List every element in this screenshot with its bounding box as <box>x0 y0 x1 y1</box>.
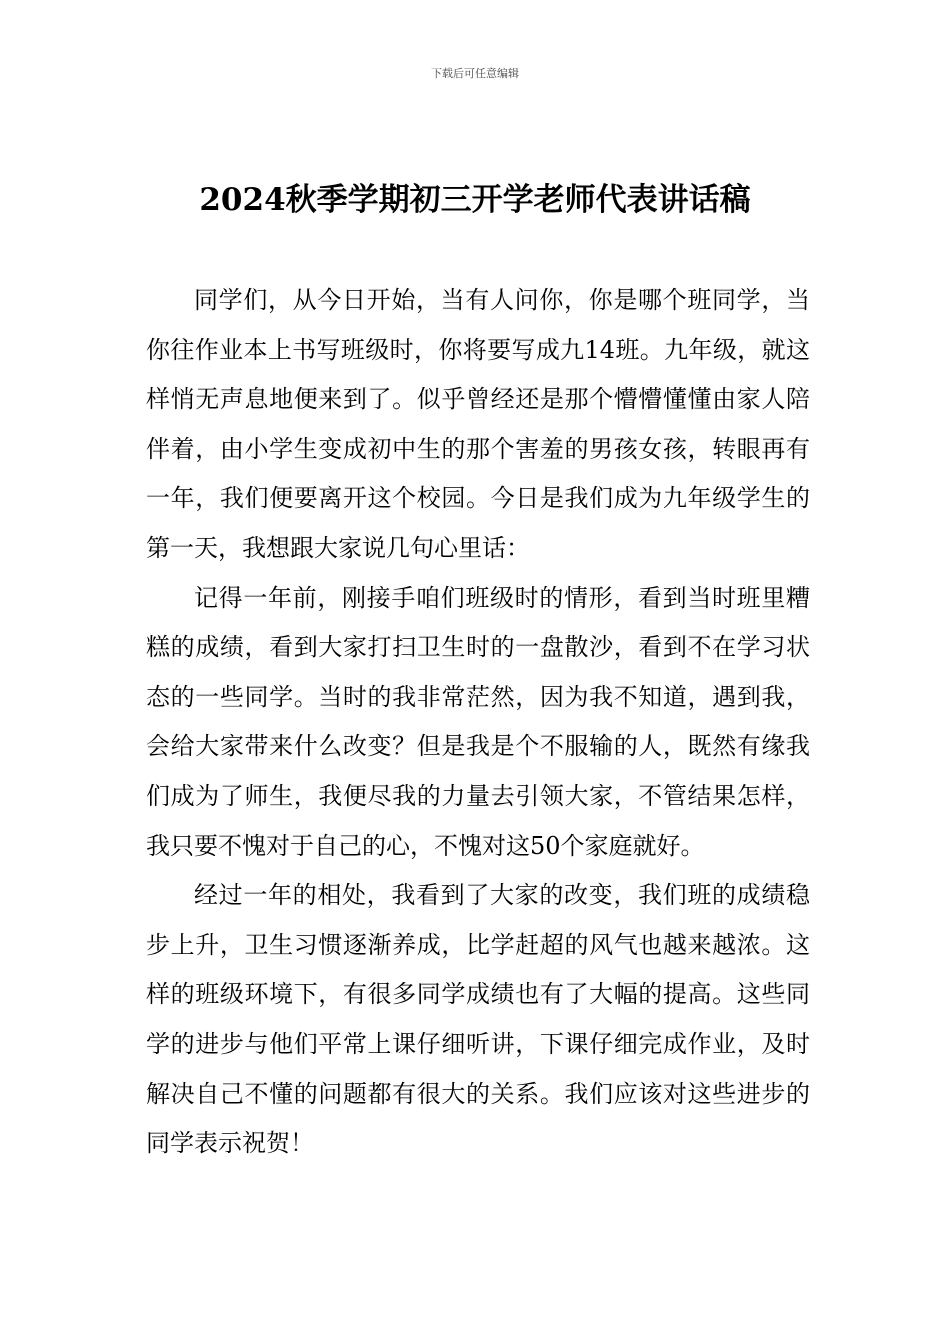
header-note: 下载后可任意编辑 <box>431 67 519 80</box>
paragraph-3: 经过一年的相处，我看到了大家的改变，我们班的成绩稳步上升，卫生习惯逐渐养成，比学赶超的风气也越来越浓。这样的班级环境下，有很多同学成绩也有了大幅的提高。这些同学的进步与他们平常上课仔细听讲，下课仔细完成作业，及时解决自己不懂的问题都有很大的关系。我们应该对这些进步的同学表示祝贺！ <box>146 881 810 1158</box>
paragraph-1: 同学们，从今日开始，当有人问你，你是哪个班同学，当你往作业本上书写班级时，你将要写成九14班。九年级，就这样悄无声息地便来到了。似乎曾经还是那个懵懵懂懂由家人陪伴着，由小学生变成初中生的那个害羞的男孩女孩，转眼再有一年，我们便要离开这个校园。今日是我们成为九年级学生的第一天，我想跟大家说几句心里话： <box>146 286 810 562</box>
document-body <box>146 276 810 1169</box>
document-title: 2024秋季学期初三开学老师代表讲话稿 <box>199 182 751 218</box>
paragraph-2: 记得一年前，刚接手咱们班级时的情形，看到当时班里糟糕的成绩，看到大家打扫卫生时的一盘散沙，看到不在学习状态的一些同学。当时的我非常茫然，因为我不知道，遇到我，会给大家带来什么改变？但是我是个不服输的人，既然有缘我们成为了师生，我便尽我的力量去引领大家，不管结果怎样，我只要不愧对于自己的心，不愧对这50个家庭就好。 <box>146 583 810 860</box>
